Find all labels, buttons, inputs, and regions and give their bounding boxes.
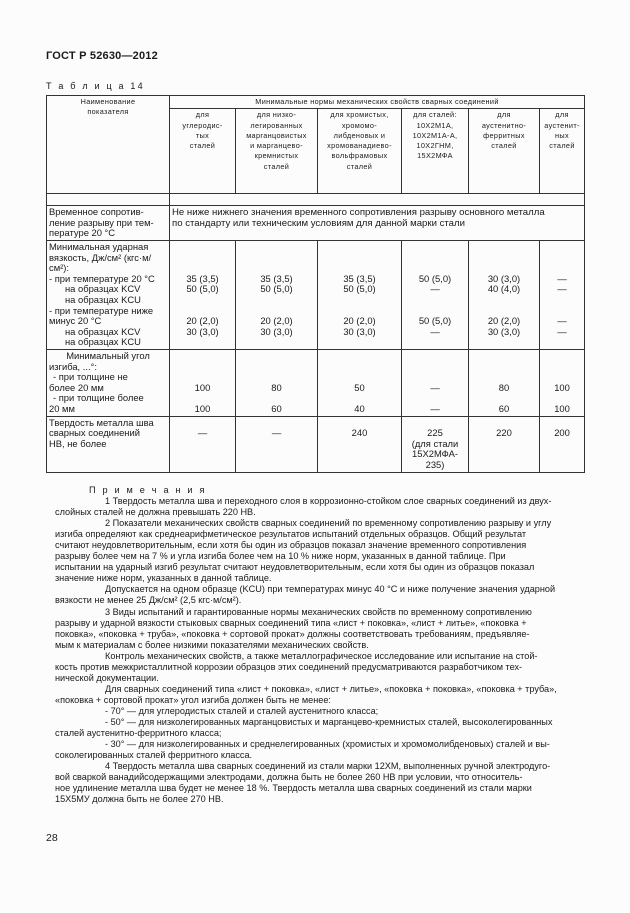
note-line: соколегированных сталей ферритного класса. — [55, 750, 253, 761]
note-line: вой сваркой ванадийсодержащими электродами, должна быть не более 260 НВ при условии, что относитель- — [55, 772, 523, 783]
page-number: 28 — [46, 832, 58, 844]
notes-title: П р и м е ч а н и я — [89, 485, 207, 495]
table-caption: Т а б л и ц а 14 — [46, 81, 145, 91]
note-line: поковка», «поковка + труба», «поковка + сортовой прокат» должны соответствовать требованиям, предъявляе- — [55, 628, 530, 639]
table-row — [47, 350, 585, 417]
hardness-cell: — — [170, 416, 236, 472]
header-col-carbon: для углеродис- тых сталей — [170, 109, 236, 194]
note-line: 1 Твердость металла шва и переходного слоя в коррозионно-стойком слое сварных соединений из двух- — [105, 496, 552, 507]
header-col-low-alloy: для низко- легированных марганцовистых и марганцево- кремнистых сталей — [236, 109, 318, 194]
table-row — [47, 206, 585, 241]
spacer-cell — [170, 194, 585, 206]
bend-cell: — — — [402, 350, 469, 417]
impact-cell: 50 (5,0) — 50 (5,0) — — [402, 241, 469, 350]
note-line: - 50° — для низколегированных марганцовистых и марганцево-кремнистых сталей, высоколегированных — [105, 716, 553, 727]
note-line: вязкости не менее 25 Дж/см² (2,5 кгс·м/см²). — [55, 595, 242, 606]
hardness-cell: 200 — [540, 416, 585, 472]
note-line: кость против межкристаллитной коррозии образцов этих соединений предусматриваются разработчиком тех- — [55, 661, 523, 672]
impact-cell: — — — — — [540, 241, 585, 350]
impact-cell: 35 (3,5) 50 (5,0) 20 (2,0) 30 (3,0) — [236, 241, 318, 350]
hardness-cell: 240 — [318, 416, 402, 472]
bend-cell: 100 100 — [170, 350, 236, 417]
table-row — [47, 416, 585, 472]
note-line: 15Х5МУ должна быть не более 270 НВ. — [55, 794, 224, 805]
note-line: Допускается на одном образце (KCU) при температурах минус 40 °С и ниже получение значения ударной — [105, 584, 556, 595]
note-line: Контроль механических свойств, а также металлографическое исследование или испытание на стой- — [105, 650, 538, 661]
row-name-bend-angle: Минимальный угол изгиба, ...°: - при толщине не более 20 мм - при толщине более 20 мм — [47, 350, 170, 417]
tensile-strength-value: Не ниже нижнего значения временного сопротивления разрыву основного металла по стандарту или техническим условиям для данной марки стали — [170, 206, 585, 241]
impact-cell: 35 (3,5) 50 (5,0) 20 (2,0) 30 (3,0) — [318, 241, 402, 350]
header-col-austenitic-ferritic: для аустенитно- ферритных сталей — [469, 109, 540, 194]
note-line: «поковка + сортовой прокат» угол изгиба должен быть не менее: — [55, 694, 331, 705]
note-line: мым к материалам с более низкими показателями механических свойств. — [55, 639, 369, 650]
note-line: изгиба определяют как среднеарифметическое результатов испытаний отдельных образцов. Общий результат — [55, 529, 527, 540]
header-indicator-name: Наименование показателя — [47, 96, 170, 194]
note-line: Для сварных соединений типа «лист + поковка», «лист + литье», «поковка + поковка», «поковка + труба», — [105, 683, 557, 694]
note-line: 2 Показатели механических свойств сварных соединений по временному сопротивлению разрыву и углу — [105, 518, 552, 529]
row-name-impact-strength: Минимальная ударная вязкость, Дж/см² (кгс·м/ см²): - при температуре 20 °С на образцах KCV на образцах KCU - при температуре ниже минус 20 °С на образцах KCV на образцах KCU — [47, 241, 170, 350]
bend-cell: 80 60 — [236, 350, 318, 417]
row-name-hardness: Твердость металла шва сварных соединений НВ, не более — [47, 416, 170, 472]
bend-cell: 80 60 — [469, 350, 540, 417]
hardness-cell: 225 (для стали 15Х2МФА- 235) — [402, 416, 469, 472]
header-col-austenitic: для аустенит- ных сталей — [540, 109, 585, 194]
note-line: слойных сталей не должна превышать 220 НВ. — [55, 507, 256, 518]
notes-block — [55, 485, 579, 805]
note-line: сталей аустенитно-ферритного класса; — [55, 728, 222, 739]
note-line: считают неудовлетворительным, если хотя бы один из образцов показал значение временного сопротивления — [55, 540, 527, 551]
impact-cell: 30 (3,0) 40 (4,0) 20 (2,0) 30 (3,0) — [469, 241, 540, 350]
spacer-cell — [47, 194, 170, 206]
note-line: разрыву и ударной вязкости стыковых сварных соединений типа «лист + поковка», «лист + литье», «поковка + — [55, 617, 527, 628]
note-line: нической документации. — [55, 672, 159, 683]
header-col-special-steels: для сталей: 10Х2М1А, 10Х2М1А-А, 10Х2ГНМ, 15Х2МФА — [402, 109, 469, 194]
note-line: - 30° — для низколегированных и среднелегированных (хромистых и хромомолибденовых) сталей и вы- — [105, 739, 550, 750]
bend-cell: 100 100 — [540, 350, 585, 417]
note-line: испытании на ударный изгиб результат считают неудовлетворительным, если хотя бы один из образцов показал — [55, 562, 535, 573]
row-name-tensile-strength: Временное сопротив- ление разрыву при тем- пературе 20 °С — [47, 206, 170, 241]
note-line: - 70° — для углеродистых сталей и сталей аустенитного класса; — [105, 705, 379, 716]
bend-cell: 50 40 — [318, 350, 402, 417]
hardness-cell: — — [236, 416, 318, 472]
standard-header: ГОСТ Р 52630—2012 — [46, 50, 158, 62]
header-group: Минимальные нормы механических свойств сварных соединений — [170, 96, 585, 109]
note-line: значение ниже норм, указанных в данной таблице. — [55, 573, 272, 584]
hardness-cell: 220 — [469, 416, 540, 472]
table-row — [47, 241, 585, 350]
note-line: 4 Твердость металла шва сварных соединений из стали марки 12ХМ, выполненных ручной электродуго- — [105, 761, 551, 772]
note-line: 3 Виды испытаний и гарантированные нормы механических свойств по временному сопротивлению — [105, 606, 532, 617]
note-line: ное удлинение металла шва будет не менее 18 %. Твердость металла шва сварных соединений из стали марки — [55, 783, 532, 794]
header-col-chromium: для хромистых, хромомо- либденовых и хромованадиево- вольфрамовых сталей — [318, 109, 402, 194]
properties-table — [46, 95, 585, 473]
note-line: разрыву более чем на 7 % и угла изгиба более чем на 10 % ниже норм, указанных в данной таблице. При — [55, 551, 506, 562]
impact-cell: 35 (3,5) 50 (5,0) 20 (2,0) 30 (3,0) — [170, 241, 236, 350]
